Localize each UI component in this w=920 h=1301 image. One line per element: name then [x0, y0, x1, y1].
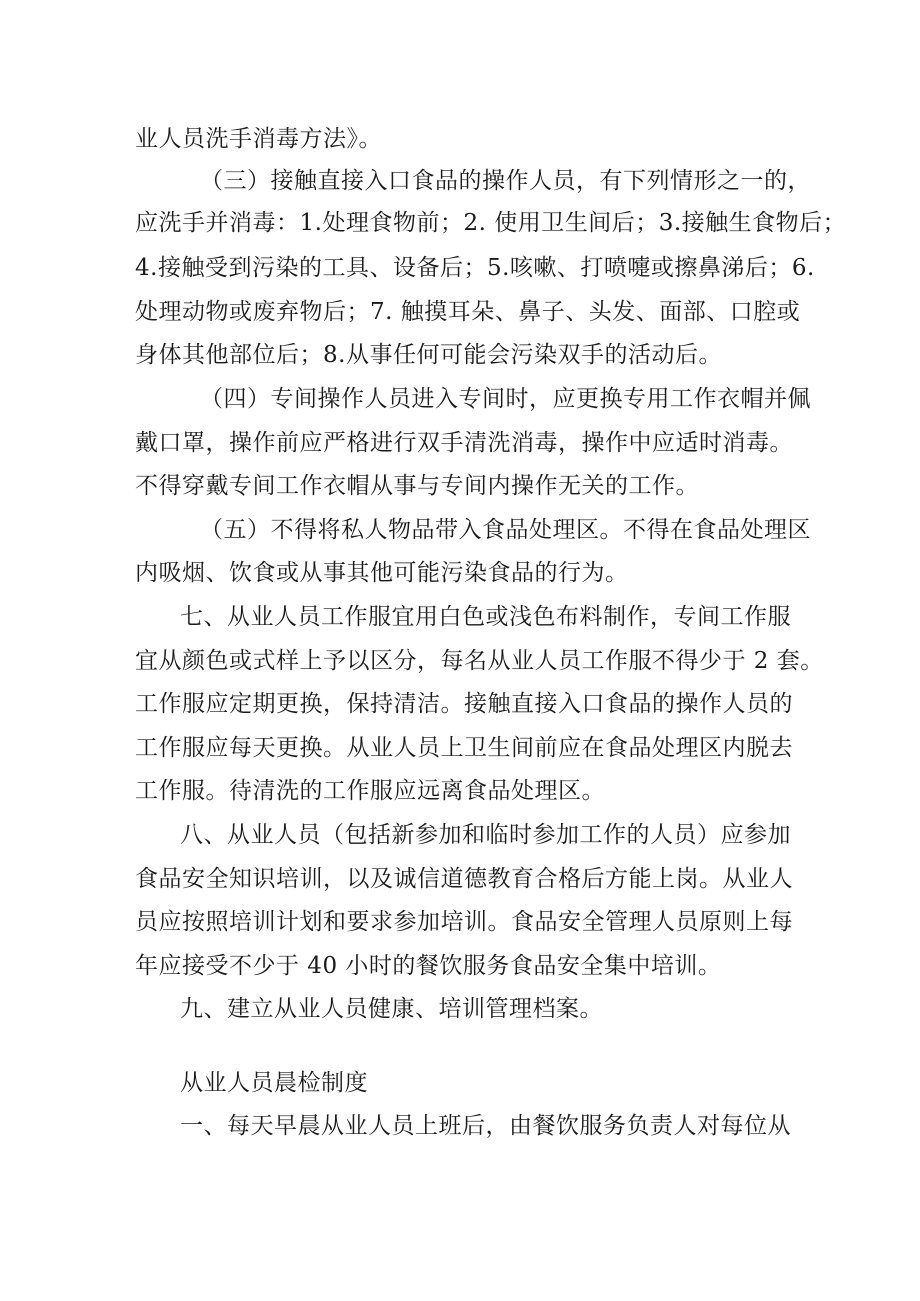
text-line-14: 工作服应定期更换，保持清洁。接触直接入口食品的操作人员的 — [135, 691, 793, 717]
text-line-1: 业人员洗手消毒方法》。 — [135, 126, 382, 152]
text-line-13: 宜从颜色或式样上予以区分，每名从业人员工作服不得少于 2 套。 — [135, 648, 824, 674]
text-line-21: 九、建立从业人员健康、培训管理档案。 — [180, 996, 603, 1022]
text-line-3: 应洗手并消毒：1.处理食物前；2. 使用卫生间后；3.接触生食物后； — [135, 210, 847, 236]
text-line-4: 4.接触受到污染的工具、设备后；5.咳嗽、打喷嚏或擦鼻涕后；6. — [135, 255, 815, 281]
text-line-6: 身体其他部位后；8.从事任何可能会污染双手的活动后。 — [135, 342, 722, 368]
text-line-15: 工作服应每天更换。从业人员上卫生间前应在食品处理区内脱去 — [135, 735, 793, 761]
text-line-2: （三）接触直接入口食品的操作人员，有下列情形之一的， — [200, 168, 811, 194]
text-line-16: 工作服。待清洗的工作服应远离食品处理区。 — [135, 778, 605, 804]
text-line-11: 内吸烟、饮食或从事其他可能污染食品的行为。 — [135, 560, 629, 586]
text-line-8: 戴口罩，操作前应严格进行双手清洗消毒，操作中应适时消毒。 — [135, 430, 793, 456]
text-line-18: 食品安全知识培训，以及诚信道德教育合格后方能上岗。从业人 — [135, 866, 793, 892]
text-line-5: 处理动物或废弃物后；7. 触摸耳朵、鼻子、头发、面部、口腔或 — [135, 299, 801, 325]
text-line-7: （四）专间操作人员进入专间时，应更换专用工作衣帽并佩 — [200, 386, 811, 412]
text-line-23: 一、每天早晨从业人员上班后，由餐饮服务负责人对每位从 — [180, 1113, 791, 1139]
text-line-9: 不得穿戴专间工作衣帽从事与专间内操作无关的工作。 — [135, 473, 699, 499]
text-line-10: （五）不得将私人物品带入食品处理区。不得在食品处理区 — [200, 517, 811, 543]
text-line-12: 七、从业人员工作服宜用白色或浅色布料制作，专间工作服 — [180, 604, 791, 630]
section-heading: 从业人员晨检制度 — [180, 1070, 368, 1096]
text-line-17: 八、从业人员（包括新参加和临时参加工作的人员）应参加 — [180, 822, 791, 848]
text-line-19: 员应按照培训计划和要求参加培训。食品安全管理人员原则上每 — [135, 909, 793, 935]
text-line-20: 年应接受不少于 40 小时的餐饮服务食品安全集中培训。 — [135, 953, 722, 979]
